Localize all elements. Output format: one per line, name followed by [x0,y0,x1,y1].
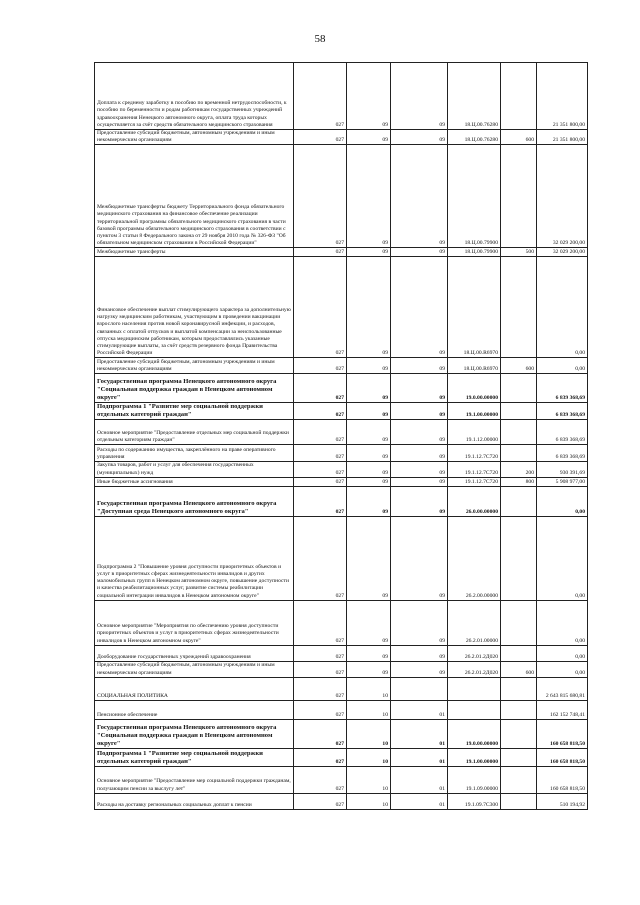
row-name: Межбюджетные трансферты [95,248,294,257]
row-expense-type [501,766,537,793]
row-amount: 162 152 748,41 [537,700,588,719]
row-target-article: 18.Ц.00.R6970 [448,257,501,358]
row-amount: 21 351 800,00 [537,63,588,130]
page-number: 58 [314,33,326,45]
row-expense-type [501,403,537,420]
row-target-article [448,677,501,700]
row-expense-type [501,677,537,700]
row-admin-code: 027 [294,661,347,677]
row-amount: 0,00 [537,486,588,516]
row-target-article: 18.Ц.00.79900 [448,248,501,257]
row-amount: 5 908 977,00 [537,477,588,486]
row-name: СОЦИАЛЬНАЯ ПОЛИТИКА [95,677,294,700]
row-subsection: 09 [391,358,448,374]
row-section: 09 [347,63,391,130]
row-section: 09 [347,486,391,516]
row-expense-type [501,420,537,445]
row-section: 10 [347,766,391,793]
row-section: 10 [347,748,391,766]
row-section: 10 [347,700,391,719]
row-subsection: 09 [391,486,448,516]
row-admin-code: 027 [294,374,347,403]
row-section: 10 [347,719,391,748]
budget-table [94,62,588,810]
row-amount: 6 839 368,69 [537,445,588,462]
row-admin-code: 027 [294,645,347,661]
row-target-article: 19.1.00.00000 [448,403,501,420]
row-section: 09 [347,358,391,374]
row-subsection: 09 [391,63,448,130]
table-row [95,145,588,248]
row-subsection: 01 [391,719,448,748]
row-expense-type [501,645,537,661]
row-name: Дооборудование государственных учреждений здравоохранения [95,645,294,661]
table-row [95,661,588,677]
row-target-article: 19.1.00.00000 [448,748,501,766]
row-name: Подпрограмма 2 "Повышение уровня доступности приоритетных объектов и услуг в приоритетных сферах жизнедеятельности инвалидов и других маломобильных групп в Ненецком автономном округе, повышение доступности и качества реабилитационных услуг, развитие системы реабилитации социальной интеграции инвалидов в Ненецком автономном округе" [95,516,294,600]
row-subsection: 09 [391,462,448,477]
row-target-article: 19.1.12.7С720 [448,445,501,462]
row-subsection: 09 [391,645,448,661]
row-target-article: 19.1.12.7С720 [448,477,501,486]
table-row [95,257,588,358]
row-target-article: 26.0.00.00000 [448,486,501,516]
table-row [95,130,588,145]
table-row [95,645,588,661]
row-subsection: 01 [391,766,448,793]
row-subsection: 01 [391,700,448,719]
row-section: 09 [347,130,391,145]
row-section: 09 [347,645,391,661]
row-expense-type: 600 [501,661,537,677]
table-row [95,700,588,719]
row-amount: 6 839 368,69 [537,420,588,445]
row-name: Предоставление субсидий бюджетным, автономным учреждениям и иным некоммерческим организациям [95,130,294,145]
row-name: Предоставление субсидий бюджетным, автономным учреждениям и иным некоммерческим организациям [95,661,294,677]
row-subsection: 09 [391,403,448,420]
row-target-article: 19.1.12.00000 [448,420,501,445]
row-target-article: 19.1.09.7С300 [448,793,501,809]
row-section: 09 [347,477,391,486]
row-section: 10 [347,677,391,700]
row-target-article: 18.Ц.00.R6970 [448,358,501,374]
table-row [95,766,588,793]
row-admin-code: 027 [294,257,347,358]
row-expense-type: 600 [501,130,537,145]
row-admin-code: 027 [294,248,347,257]
row-name: Основное мероприятие "Мероприятия по обеспечению уровня доступности приоритетных объектов и услуг в приоритетных сферах жизнедеятельности инвалидов в Ненецком автономном округе" [95,600,294,645]
row-section: 09 [347,600,391,645]
table-row [95,486,588,516]
row-subsection: 09 [391,248,448,257]
row-target-article: 26.2.01.2Д020 [448,645,501,661]
row-section: 09 [347,462,391,477]
row-expense-type [501,719,537,748]
row-expense-type: 500 [501,248,537,257]
row-section: 09 [347,445,391,462]
row-expense-type [501,257,537,358]
row-amount: 160 658 818,50 [537,748,588,766]
row-section: 09 [347,145,391,248]
row-admin-code: 027 [294,516,347,600]
row-subsection: 09 [391,516,448,600]
row-admin-code: 027 [294,403,347,420]
row-section: 09 [347,516,391,600]
table-row [95,358,588,374]
table-row [95,445,588,462]
row-admin-code: 027 [294,462,347,477]
row-name: Подпрограмма 1 "Развитие мер социальной поддержки отдельных категорий граждан" [95,403,294,420]
row-target-article: 26.2.00.00000 [448,516,501,600]
row-subsection: 09 [391,445,448,462]
row-amount: 0,00 [537,645,588,661]
row-name: Пенсионное обеспечение [95,700,294,719]
table-row [95,403,588,420]
row-expense-type [501,516,537,600]
row-amount: 21 351 800,00 [537,130,588,145]
row-expense-type: 200 [501,462,537,477]
row-expense-type [501,700,537,719]
row-expense-type [501,793,537,809]
row-name: Финансовое обеспечение выплат стимулирующего характера за дополнительную нагрузку медицинским работникам, участвующим в проведении вакцинации взрослого населения против новой коронавирусной инфекции, и расходов, связанных с оплатой отпусков и выплатой компенсации за неиспользованные отпуска медицинским работникам, которым предоставлялись указанные стимулирующие выплаты, за счёт средств резервного фонда Правительства Российской Федерации [95,257,294,358]
row-amount: 32 029 200,00 [537,248,588,257]
row-amount: 2 643 815 680,81 [537,677,588,700]
row-subsection [391,677,448,700]
table-row [95,600,588,645]
row-expense-type [501,63,537,130]
row-amount: 510 194,92 [537,793,588,809]
row-subsection: 09 [391,145,448,248]
row-target-article [448,700,501,719]
row-target-article: 26.2.01.00000 [448,600,501,645]
row-amount: 0,00 [537,600,588,645]
table-row [95,420,588,445]
row-admin-code: 027 [294,358,347,374]
row-target-article: 18.Ц.00.76280 [448,63,501,130]
row-admin-code: 027 [294,486,347,516]
row-name: Межбюджетные трансферты бюджету Территориального фонда обязательного медицинского страхования на финансовое обеспечение реализации территориальной программы обязательного медицинского страхования в части базовой программы обязательного медицинского страхования в соответствии с пунктом 3 статьи 8 Федерального закона от 29 ноября 2010 года № 326-ФЗ "Об обязательном медицинском страховании в Российской Федерации" [95,145,294,248]
row-subsection: 01 [391,748,448,766]
row-amount: 0,00 [537,661,588,677]
row-section: 09 [347,403,391,420]
row-expense-type [501,445,537,462]
row-name: Основное мероприятие "Предоставление отдельных мер социальной поддержки отдельным категориям граждан" [95,420,294,445]
row-amount: 6 839 368,69 [537,403,588,420]
row-name: Расходы по содержанию имущества, закреплённого на праве оперативного управления [95,445,294,462]
table-row [95,63,588,130]
row-section: 09 [347,248,391,257]
table-row [95,516,588,600]
row-admin-code: 027 [294,477,347,486]
row-name: Государственная программа Ненецкого автономного округа "Социальная поддержка граждан в Ненецком автономном округе" [95,374,294,403]
row-section: 10 [347,793,391,809]
row-subsection: 09 [391,257,448,358]
row-subsection: 09 [391,420,448,445]
row-name: Расходы на доставку региональных социальных доплат к пенсии [95,793,294,809]
row-name: Основное мероприятие "Предоставление мер социальной поддержки гражданам, получающим пенсии за выслугу лет" [95,766,294,793]
table-row [95,248,588,257]
row-amount: 0,00 [537,358,588,374]
table-row [95,748,588,766]
row-expense-type: 600 [501,358,537,374]
row-expense-type [501,748,537,766]
row-name: Государственная программа Ненецкого автономного округа "Социальная поддержка граждан в Ненецком автономном округе" [95,719,294,748]
row-section: 09 [347,661,391,677]
table-row [95,793,588,809]
row-admin-code: 027 [294,600,347,645]
row-admin-code: 027 [294,445,347,462]
row-amount: 160 658 818,50 [537,766,588,793]
table-row [95,677,588,700]
row-target-article: 19.0.00.00000 [448,719,501,748]
row-target-article: 18.Ц.00.79900 [448,145,501,248]
row-admin-code: 027 [294,748,347,766]
row-name: Закупка товаров, работ и услуг для обеспечения государственных (муниципальных) нужд [95,462,294,477]
row-admin-code: 027 [294,719,347,748]
table-row [95,719,588,748]
row-amount: 160 658 818,50 [537,719,588,748]
row-section: 09 [347,420,391,445]
row-admin-code: 027 [294,145,347,248]
row-target-article: 19.1.09.00000 [448,766,501,793]
row-amount: 6 839 368,69 [537,374,588,403]
row-name: Доплата к среднему заработку в пособию по временной нетрудоспособности, к пособию по беременности и родам работникам государственных учреждений здравоохранения Ненецкого автономного округа, оплата труда которых осуществляется за счёт средств обязательного медицинского страхования [95,63,294,130]
row-admin-code: 027 [294,420,347,445]
row-amount: 0,00 [537,257,588,358]
row-target-article: 26.2.01.2Д020 [448,661,501,677]
row-amount: 0,00 [537,516,588,600]
row-expense-type: 800 [501,477,537,486]
row-name: Иные бюджетные ассигнования [95,477,294,486]
row-name: Подпрограмма 1 "Развитие мер социальной поддержки отдельных категорий граждан" [95,748,294,766]
row-admin-code: 027 [294,677,347,700]
table-row [95,374,588,403]
table-row [95,462,588,477]
row-expense-type [501,145,537,248]
row-subsection: 01 [391,793,448,809]
row-subsection: 09 [391,600,448,645]
row-subsection: 09 [391,130,448,145]
row-admin-code: 027 [294,793,347,809]
row-amount: 32 029 200,00 [537,145,588,248]
row-name: Государственная программа Ненецкого автономного округа "Доступная среда Ненецкого автономного округа" [95,486,294,516]
row-target-article: 18.Ц.00.76280 [448,130,501,145]
table-row [95,477,588,486]
row-admin-code: 027 [294,63,347,130]
row-amount: 930 391,69 [537,462,588,477]
row-section: 09 [347,374,391,403]
row-subsection: 09 [391,661,448,677]
row-admin-code: 027 [294,130,347,145]
row-expense-type [501,486,537,516]
row-expense-type [501,600,537,645]
row-subsection: 09 [391,477,448,486]
row-admin-code: 027 [294,766,347,793]
row-name: Предоставление субсидий бюджетным, автономным учреждениям и иным некоммерческим организациям [95,358,294,374]
row-target-article: 19.1.12.7С720 [448,462,501,477]
row-target-article: 19.0.00.00000 [448,374,501,403]
row-expense-type [501,374,537,403]
row-subsection: 09 [391,374,448,403]
row-admin-code: 027 [294,700,347,719]
row-section: 09 [347,257,391,358]
